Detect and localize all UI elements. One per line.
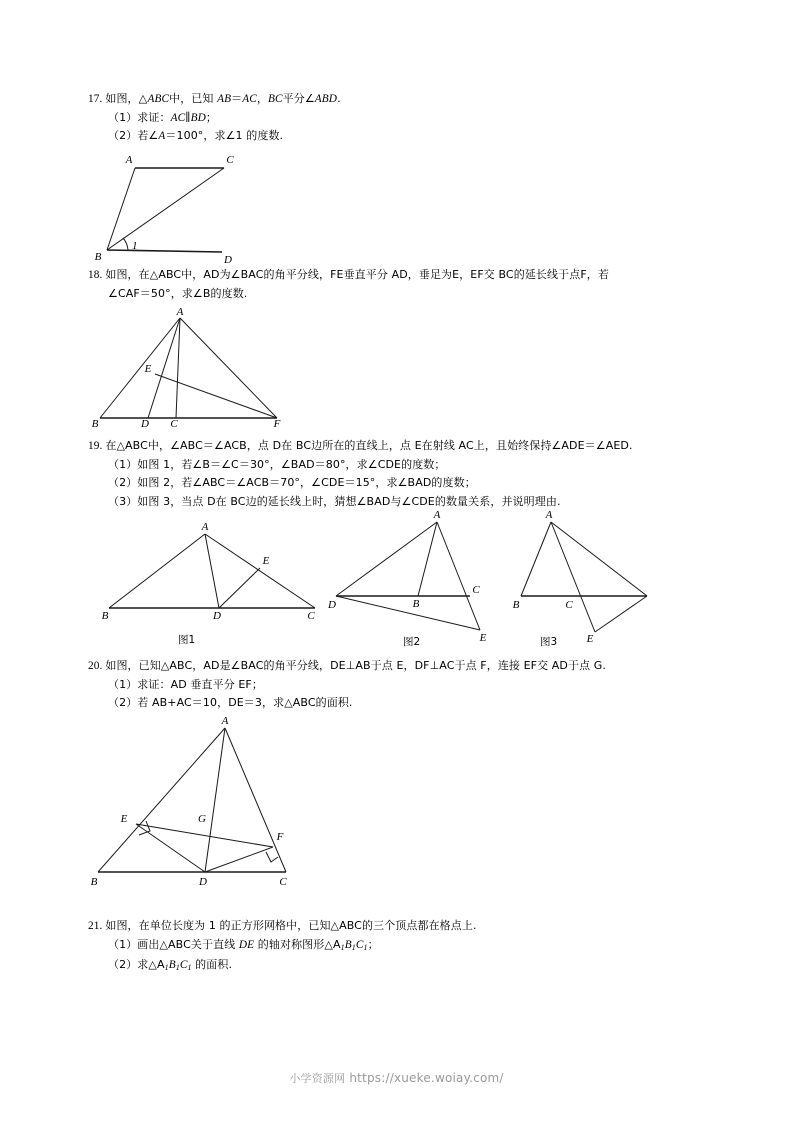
segment-AC: [225, 728, 286, 872]
figure-label-E: E: [120, 813, 128, 825]
segment-DF: [205, 847, 273, 872]
figure-3-caption: 图3: [540, 636, 558, 648]
figure-label-C: C: [472, 584, 480, 596]
q21-sub2-c-subscript: 1: [187, 962, 192, 972]
q19-stem-text: 在△ABC中，∠ABC＝∠ACB，点 D在 BC边所在的直线上，点 E在射线 AC上，且始终保持∠ADE＝∠AED.: [105, 439, 633, 452]
figure-label-E: E: [586, 633, 594, 645]
q20-sub2: [88, 694, 606, 713]
segment-DE: [219, 568, 260, 608]
figure-label-A: A: [433, 509, 441, 521]
q17-stem-ab: AB: [217, 93, 232, 105]
figure-label-A: A: [125, 154, 133, 166]
question-19-text: [88, 437, 633, 511]
figure-label-E: E: [262, 555, 270, 567]
figure-label-B: B: [412, 598, 420, 610]
figure-label-B: B: [101, 610, 109, 622]
q17-number: 17.: [88, 93, 103, 105]
q20-stem-text: 如图，已知△ABC，AD是∠BAC的角平分线，DE⊥AB于点 E，DF⊥AC于点 F，连接 EF交 AD于点 G.: [105, 659, 607, 672]
question-17-figure: [88, 150, 278, 265]
q17-stem-ac: AC: [242, 93, 257, 105]
q17-stem-period: .: [337, 92, 341, 105]
q17-sub2: [88, 127, 341, 146]
figure-label-C: C: [279, 876, 287, 888]
figure-label-E: E: [144, 363, 152, 375]
q17-sub1-expr: AC∥BD: [170, 111, 206, 124]
q21-sub1-b: B: [344, 938, 352, 951]
segment-AB: [418, 522, 437, 596]
q19-stem: [88, 437, 633, 456]
figure-2-caption: 图2: [403, 636, 421, 648]
question-21-text: [88, 917, 477, 976]
figure-label-D: D: [224, 254, 232, 266]
segment-EF: [155, 374, 277, 418]
q21-sub2-end: 的面积.: [191, 957, 233, 971]
question-17-text: [88, 90, 341, 146]
q18-line1: 如图，在△ABC中，AD为∠BAC的角平分线，FE垂直平分 AD，垂足为E，EF交 BC的延长线于点F，若: [105, 268, 609, 281]
segment-AB: [107, 168, 135, 250]
figure-label-D: D: [213, 610, 221, 622]
q21-stem-text: 如图，在单位长度为 1 的正方形网格中，已知△ABC的三个顶点都在格点上.: [105, 919, 477, 932]
segment-AC: [176, 318, 180, 418]
q21-sub1-b-subscript: 1: [351, 942, 356, 952]
segment-AC: [205, 534, 315, 608]
q17-stem-comma: ，: [256, 92, 268, 105]
segment-AB: [98, 728, 225, 872]
q17-stem-bisect: 平分∠: [282, 92, 315, 105]
q17-stem-abd: ABD: [314, 93, 338, 105]
segment-AF: [180, 318, 277, 418]
q19-sub2-text: （2）如图 2，若∠ABC＝∠ACB＝70°，∠CDE＝15°，求∠BAD的度数；: [108, 476, 476, 489]
figure-label-F: F: [276, 831, 284, 843]
q17-sub1-label: （1）求证：: [108, 110, 171, 124]
q20-stem: [88, 657, 606, 676]
segment-BD: [107, 250, 222, 252]
right-angle-mark-F: [266, 852, 278, 862]
q17-stem: [88, 90, 341, 109]
figure-label-A: A: [221, 715, 229, 727]
q18-line2: ∠CAF＝50°，求∠B的度数.: [108, 286, 248, 300]
segment-AD: [205, 728, 225, 872]
segment-BC: [107, 168, 224, 250]
q20-sub2-text: （2）若 AB+AC＝10，DE＝3，求△ABC的面积.: [108, 696, 353, 709]
segment-AB: [109, 534, 205, 608]
q21-sub1-pre: （1）画出△ABC关于直线: [108, 937, 239, 951]
q17-stem-bc: BC: [267, 93, 283, 105]
q21-sub2-b-subscript: 1: [175, 962, 180, 972]
footer-watermark: [0, 1070, 793, 1086]
q17-stem-triangle: △ABC: [138, 93, 170, 105]
q21-sub2-b: B: [168, 958, 176, 971]
segment-AD: [148, 318, 180, 418]
q21-sub1-c-subscript: 1: [363, 942, 368, 952]
figure-label-B: B: [94, 251, 102, 263]
segment-AB: [521, 522, 551, 596]
q17-sub2-a: A: [158, 130, 166, 142]
figure-label-C: C: [307, 610, 315, 622]
figure-label-G: G: [198, 813, 206, 825]
question-19-figure-1: [103, 520, 328, 625]
q21-sub2: [88, 956, 477, 976]
q21-sub2-a-subscript: 1: [164, 962, 169, 972]
figure-1-caption: 图1: [178, 634, 196, 646]
segment-EF: [136, 824, 273, 847]
q21-sub1-c: C: [355, 938, 364, 951]
q17-sub1-end: ；: [205, 110, 217, 124]
q19-sub2: [88, 474, 633, 493]
q17-sub2-label: （2）若∠: [108, 129, 159, 142]
figure-label-D: D: [328, 599, 336, 611]
figure-label-D: D: [199, 876, 207, 888]
footer-url: https://xueke.woiay.com/: [349, 1071, 504, 1085]
question-20-text: [88, 657, 606, 713]
figure-label-A: A: [545, 509, 553, 521]
q17-sub2-value: ＝100°: [165, 129, 204, 142]
q17-stem-lead: 如图，: [105, 92, 139, 105]
q17-stem-eq: ＝: [231, 92, 243, 105]
question-20-figure: [88, 712, 318, 902]
question-18-figure: [88, 306, 298, 428]
q17-sub2-rest: ，求∠1 的度数.: [203, 129, 284, 142]
q19-sub1: [88, 456, 633, 475]
q21-sub2-c: C: [179, 958, 188, 971]
figure-label-E: E: [479, 632, 487, 644]
segment-AE: [437, 522, 480, 630]
question-18-text: [88, 266, 609, 303]
figure-label-F: F: [273, 418, 281, 430]
figure-label-D: D: [141, 418, 149, 430]
q21-sub2-pre: （2）求△A: [108, 957, 165, 971]
figure-angle-label-1: 1: [132, 240, 138, 252]
q21-stem: [88, 917, 477, 936]
figure-label-A: A: [201, 521, 209, 533]
q17-sub1: [88, 109, 341, 128]
figure-label-B: B: [91, 418, 99, 430]
q18-number: 18.: [88, 269, 103, 281]
q21-sub1-post: 的轴对称图形△A: [254, 937, 341, 951]
segment-DE: [336, 596, 480, 630]
angle-1-arc: [123, 238, 128, 250]
q19-sub3-text: （3）如图 3，当点 D在 BC边的延长线上时，猜想∠BAD与∠CDE的数量关系，并说明理由.: [108, 494, 561, 508]
footer-site-name: 小学资源网: [289, 1072, 346, 1085]
q21-number: 21.: [88, 920, 103, 932]
figure-label-C: C: [226, 154, 234, 166]
segment-AD: [336, 522, 437, 596]
q20-sub1-text: （1）求证：AD 垂直平分 EF；: [108, 677, 263, 691]
figure-label-B: B: [512, 599, 520, 611]
q18-stem-line2: [88, 285, 609, 304]
q17-stem-mid: 中，已知: [169, 92, 218, 105]
figure-label-A: A: [176, 306, 184, 318]
figure-label-B: B: [90, 876, 98, 888]
segment-AB: [100, 318, 180, 418]
q21-sub1-a-subscript: 1: [340, 942, 345, 952]
segment-ED: [136, 824, 205, 872]
segment-AD: [205, 534, 219, 608]
q21-sub1-end: ；: [367, 937, 379, 951]
q20-sub1: [88, 676, 606, 695]
q18-stem-line1: [88, 266, 609, 285]
q19-sub1-text: （1）如图 1，若∠B＝∠C＝30°，∠BAD＝80°，求∠CDE的度数；: [108, 457, 446, 471]
segment-ED: [595, 596, 647, 632]
figure-label-C: C: [170, 418, 178, 430]
q19-number: 19.: [88, 440, 103, 452]
q20-number: 20.: [88, 660, 103, 672]
figure-label-C: C: [565, 599, 573, 611]
q21-sub1-de: DE: [238, 938, 255, 951]
q21-sub1: [88, 936, 477, 956]
